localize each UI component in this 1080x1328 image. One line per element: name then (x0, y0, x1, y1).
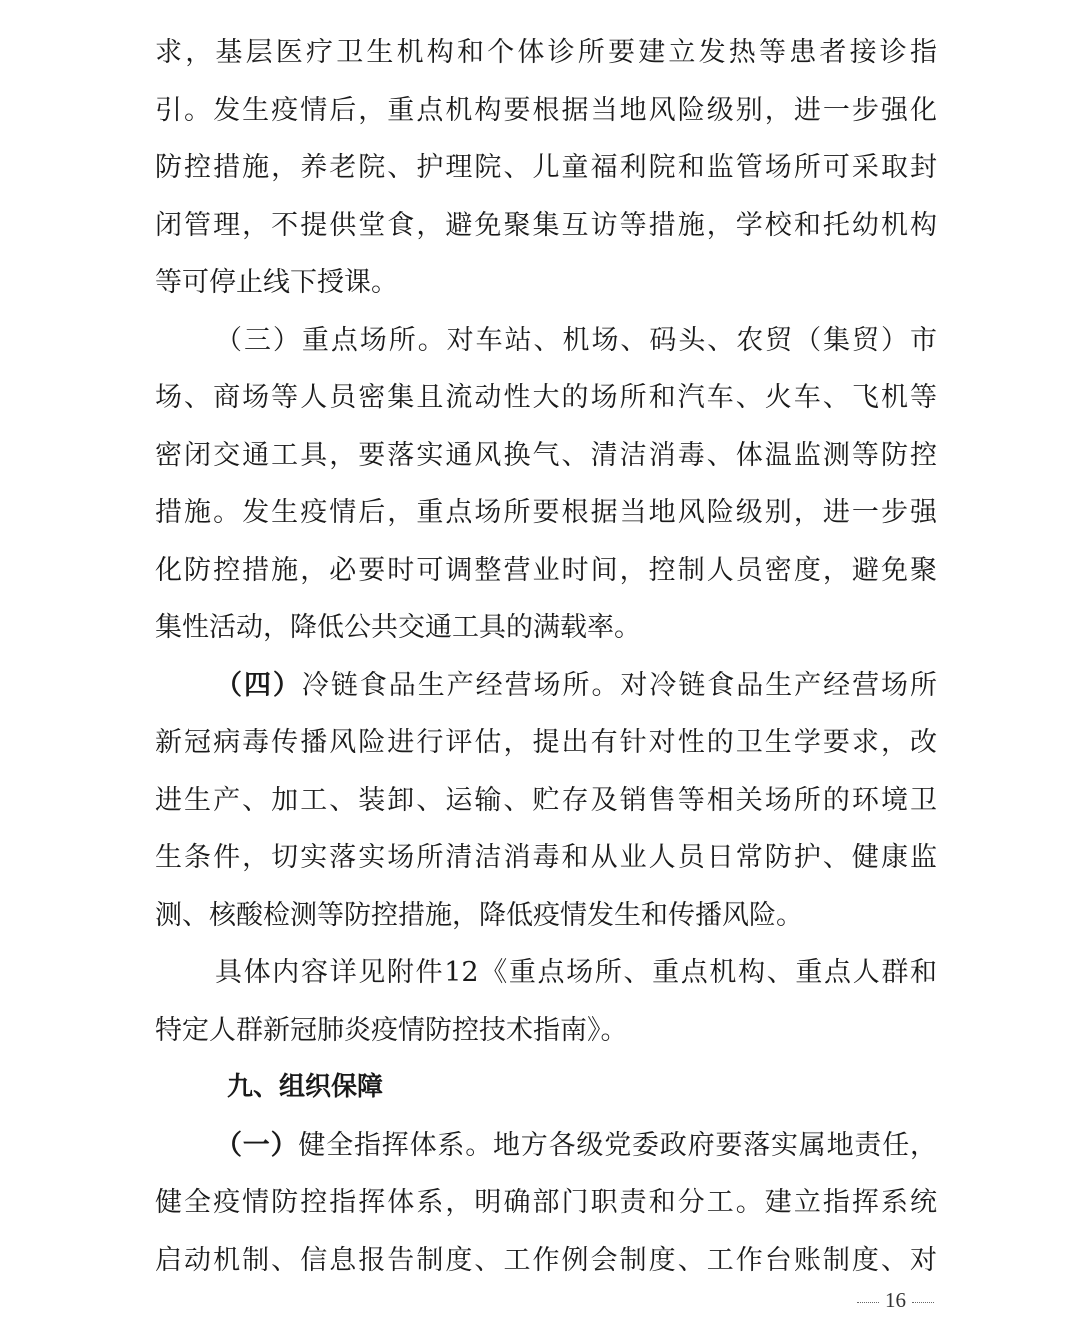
page-number-value: 16 (885, 1288, 906, 1312)
text-line: 引。发生疫情后，重点机构要根据当地风险级别，进一步强化 (155, 94, 937, 126)
text-line: 进生产、加工、装卸、运输、贮存及销售等相关场所的环境卫 (155, 784, 937, 816)
text-line: 测、核酸检测等防控措施，降低疫情发生和传播风险。 (155, 899, 803, 931)
section-marker: （三） (215, 324, 302, 356)
text-line: 集性活动，降低公共交通工具的满载率。 (155, 612, 641, 643)
text-line: 措施。发生疫情后，重点场所要根据当地风险级别，进一步强 (155, 497, 937, 528)
text-line: 等可停止线下授课。 (155, 267, 398, 298)
text-line: 启动机制、信息报告制度、工作例会制度、工作台账制度、对 (155, 1244, 937, 1276)
text-line: 特定人群新冠肺炎疫情防控技术指南》。 (155, 1014, 628, 1046)
text-line: 闭管理，不提供堂食，避免聚集互访等措施，学校和托幼机构 (155, 209, 937, 241)
text-line: 场、商场等人员密集且流动性大的场所和汽车、火车、飞机等 (155, 382, 937, 413)
text-line: 密闭交通工具，要落实通风换气、清洁消毒、体温监测等防控 (155, 439, 937, 471)
text-line: 健全疫情防控指挥体系，明确部门职责和分工。建立指挥系统 (155, 1187, 937, 1218)
paragraph-start (155, 657, 937, 715)
section-heading: 九、组织保障 (227, 1072, 384, 1102)
text-line: 防控措施，养老院、护理院、儿童福利院和监管场所可采取封 (155, 152, 937, 183)
paragraph-text: 冷链食品生产经营场所。对冷链食品生产经营场所 (301, 669, 937, 701)
text-line: 化防控措施，必要时可调整营业时间，控制人员密度，避免聚 (155, 554, 937, 586)
text-line: 生条件，切实落实场所清洁消毒和从业人员日常防护、健康监 (155, 842, 937, 873)
paragraph-text: 重点场所。对车站、机场、码头、农贸（集贸）市 (301, 324, 937, 356)
page-number-dash (857, 1302, 879, 1303)
page-number-dash (912, 1302, 934, 1303)
text-line: 求，基层医疗卫生机构和个体诊所要建立发热等患者接诊指 (155, 37, 937, 68)
section-marker: （一） (215, 1129, 299, 1161)
paragraph-start (155, 312, 937, 370)
paragraph-start (155, 1117, 937, 1175)
document-body (155, 24, 937, 1289)
paragraph-text: 健全指挥体系。地方各级党委政府要落实属地责任， (298, 1129, 938, 1161)
paragraph-start: 具体内容详见附件12《重点场所、重点机构、重点人群和 (215, 957, 937, 988)
section-marker: （四） (215, 669, 302, 701)
page-number (851, 1288, 940, 1313)
text-line: 新冠病毒传播风险进行评估，提出有针对性的卫生学要求，改 (155, 727, 937, 758)
